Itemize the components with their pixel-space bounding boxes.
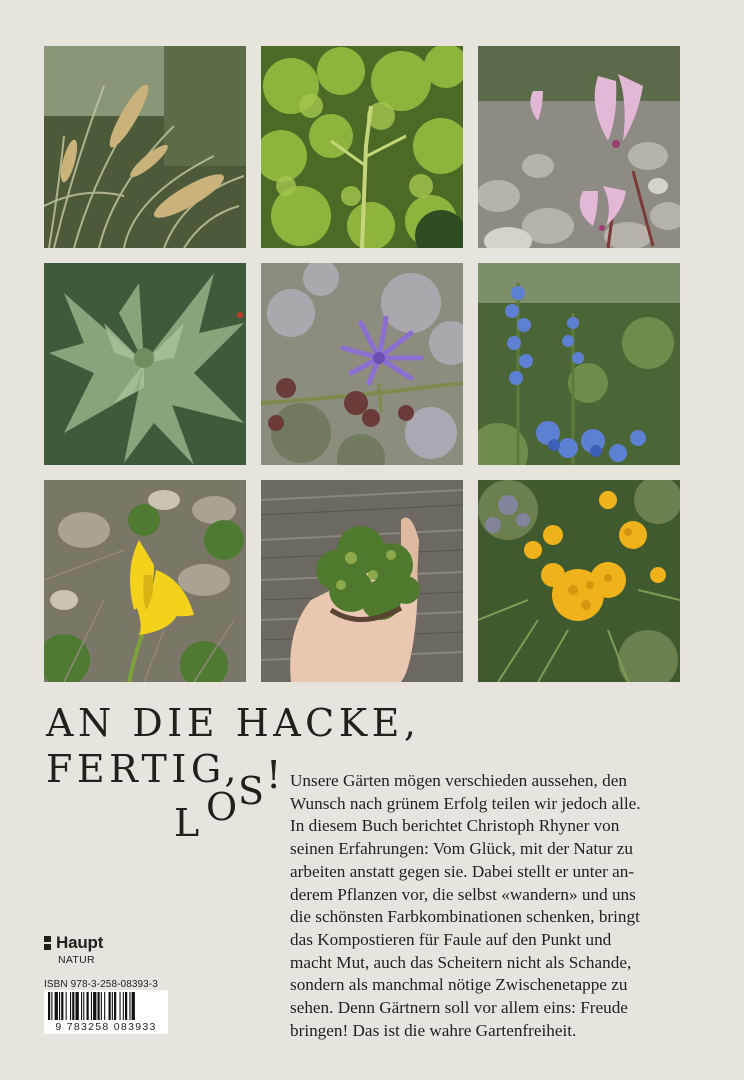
publisher-logo bbox=[44, 933, 103, 966]
blurb-line: die schönsten Farbkombinationen schenken, bringt bbox=[290, 907, 640, 927]
hand-holding-moss-photo bbox=[261, 480, 463, 682]
silver-green-foliage-photo bbox=[44, 263, 246, 465]
blurb-line: Wunsch nach grünem Erfolg teilen wir jedoch alle. bbox=[290, 793, 641, 813]
barcode-bars-icon bbox=[44, 990, 168, 1020]
blue-sage-photo bbox=[478, 263, 680, 465]
blurb-line: seinen Erfahrungen: Vom Glück, mit der Natur zu bbox=[290, 839, 634, 859]
fountain-grass-photo bbox=[44, 46, 246, 248]
blurb-line: Unsere Gärten mögen verschieden aussehen, den bbox=[290, 771, 627, 790]
headline-los bbox=[174, 753, 294, 850]
publisher-series: NATUR bbox=[58, 954, 95, 966]
curly-kale-photo bbox=[261, 46, 463, 248]
pink-cyclamen-photo bbox=[478, 46, 680, 248]
blurb-line: bringen! Das ist die wahre Gartenfreiheit. bbox=[290, 1020, 577, 1040]
headline-los-l: L bbox=[174, 801, 204, 845]
back-cover-blurb bbox=[290, 770, 710, 1042]
publisher-mark-icon bbox=[44, 936, 51, 950]
headline-los-o: O bbox=[206, 785, 242, 829]
barcode-digits: 9 783258 083933 bbox=[44, 1020, 168, 1034]
headline-line-1: AN DIE HACKE, bbox=[46, 701, 421, 745]
publisher-name: Haupt bbox=[56, 933, 104, 952]
blurb-line: das Kompostieren für Faule auf den Punkt und bbox=[290, 929, 612, 949]
blurb-line: sondern als manchmal nötige Zwischenetappe zu bbox=[290, 975, 628, 995]
blurb-line: macht Mut, auch das Scheitern nicht als Schande, bbox=[290, 952, 632, 972]
blurb-line: In diesem Buch berichtet Christoph Rhyner von bbox=[290, 816, 620, 836]
isbn-label: ISBN 978-3-258-08393-3 bbox=[44, 979, 158, 990]
blurb-line: sehen. Denn Gärtnern soll vor allem eins: Freude bbox=[290, 998, 628, 1018]
blurb-line: derem Pflanzen vor, die selbst «wandern» und uns bbox=[290, 884, 636, 904]
headline-los-s: S bbox=[238, 769, 269, 813]
yellow-tansy-photo bbox=[478, 480, 680, 682]
headline-line-2: FERTIG, bbox=[46, 747, 241, 791]
blurb-line: arbeiten anstatt gegen sie. Dabei stellt er unter an- bbox=[290, 861, 635, 881]
purple-flower-photo bbox=[261, 263, 463, 465]
yellow-crocus-photo bbox=[44, 480, 246, 682]
headline-los-exclamation: ! bbox=[266, 753, 286, 797]
photo-grid bbox=[44, 46, 680, 682]
